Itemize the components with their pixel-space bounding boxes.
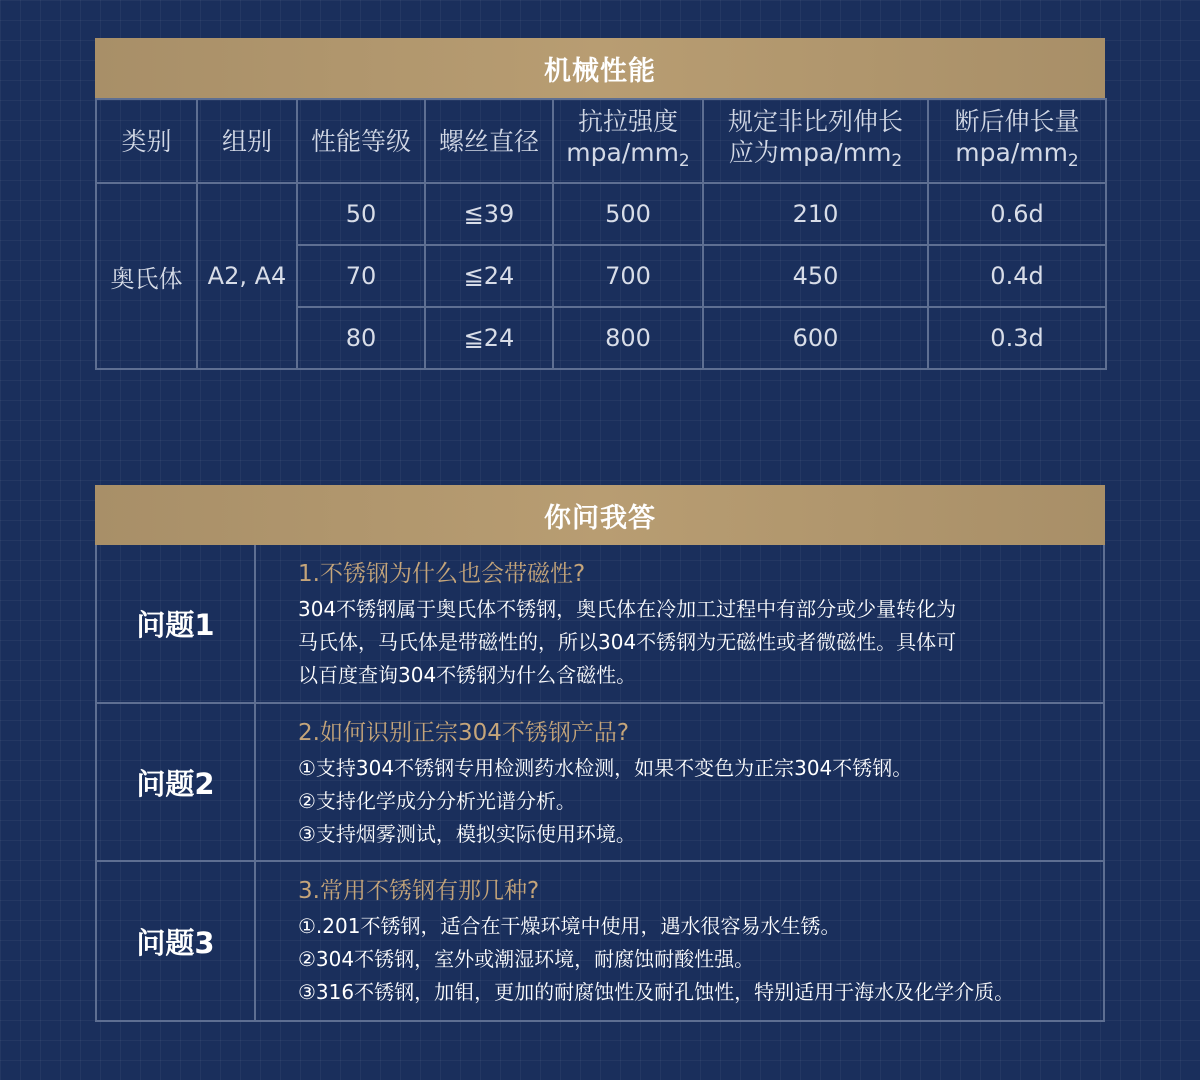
faq-answer-line: ③支持烟雾测试，模拟实际使用环境。: [298, 822, 636, 846]
unit-subscript: 2: [891, 150, 903, 171]
tensile-cell: 700: [553, 245, 703, 307]
unit-subscript: 2: [678, 150, 690, 171]
faq-label: 问题3: [97, 862, 256, 1020]
faq-answer-line: ②支持化学成分分析光谱分析。: [298, 789, 576, 813]
diameter-cell: ≦24: [425, 245, 553, 307]
faq-answer: [256, 862, 1103, 1020]
tensile-cell: 500: [553, 183, 703, 245]
header-elongation: [928, 99, 1106, 183]
header-elongation-unit: mpa/mm: [955, 137, 1068, 167]
proof-cell: 210: [703, 183, 928, 245]
header-group: 组别: [197, 99, 297, 183]
tensile-cell: 800: [553, 307, 703, 369]
faq-answer: [256, 704, 1103, 860]
header-proof-line1: 规定非比列伸长: [727, 106, 903, 136]
header-grade: 性能等级: [297, 99, 425, 183]
faq-panel: [95, 485, 1105, 1022]
grade-cell: 50: [297, 183, 425, 245]
faq-answer-line: 马氏体，马氏体是带磁性的，所以304不锈钢为无磁性或者微磁性。具体可: [298, 630, 957, 654]
faq-answer: [256, 545, 1103, 702]
category-cell: 奥氏体: [96, 183, 197, 369]
header-category: 类别: [96, 99, 197, 183]
proof-cell: 600: [703, 307, 928, 369]
faq-answer-line: ②304不锈钢，室外或潮湿环境，耐腐蚀耐酸性强。: [298, 947, 755, 971]
unit-subscript: 2: [1067, 150, 1079, 171]
group-cell: A2, A4: [197, 183, 297, 369]
faq-title: 你问我答: [95, 485, 1105, 545]
grade-cell: 70: [297, 245, 425, 307]
grade-cell: 80: [297, 307, 425, 369]
header-elongation-label: 断后伸长量: [954, 106, 1080, 136]
mechanical-properties-title: 机械性能: [95, 38, 1105, 98]
diameter-cell: ≦39: [425, 183, 553, 245]
header-tensile-unit: mpa/mm: [566, 137, 679, 167]
faq-question: 1.不锈钢为什么也会带磁性?: [298, 561, 586, 587]
mechanical-properties-panel: [95, 38, 1105, 370]
elongation-cell: 0.4d: [928, 245, 1106, 307]
faq-item: [95, 862, 1105, 1022]
faq-item: [95, 704, 1105, 862]
header-thread-diameter: 螺丝直径: [425, 99, 553, 183]
header-tensile-strength: [553, 99, 703, 183]
diameter-cell: ≦24: [425, 307, 553, 369]
proof-cell: 450: [703, 245, 928, 307]
table-header-row: [96, 99, 1106, 183]
header-tensile-label: 抗拉强度: [577, 106, 678, 136]
header-proof-line2: 应为mpa/mm: [728, 137, 892, 167]
elongation-cell: 0.6d: [928, 183, 1106, 245]
mechanical-properties-table: [95, 98, 1107, 370]
faq-item: [95, 545, 1105, 704]
faq-answer-line: ①.201不锈钢，适合在干燥环境中使用，遇水很容易水生锈。: [298, 914, 841, 938]
faq-answer-line: 304不锈钢属于奥氏体不锈钢，奥氏体在冷加工过程中有部分或少量转化为: [298, 597, 957, 621]
faq-answer-line: 以百度查询304不锈钢为什么含磁性。: [298, 663, 637, 687]
elongation-cell: 0.3d: [928, 307, 1106, 369]
faq-answer-line: ①支持304不锈钢专用检测药水检测，如果不变色为正宗304不锈钢。: [298, 756, 913, 780]
faq-label: 问题1: [97, 545, 256, 702]
faq-label: 问题2: [97, 704, 256, 860]
table-row: [96, 183, 1106, 245]
faq-question: 2.如何识别正宗304不锈钢产品?: [298, 720, 630, 746]
header-proof-stress: [703, 99, 928, 183]
faq-question: 3.常用不锈钢有那几种?: [298, 878, 540, 904]
faq-answer-line: ③316不锈钢，加钼，更加的耐腐蚀性及耐孔蚀性，特别适用于海水及化学介质。: [298, 980, 1015, 1004]
